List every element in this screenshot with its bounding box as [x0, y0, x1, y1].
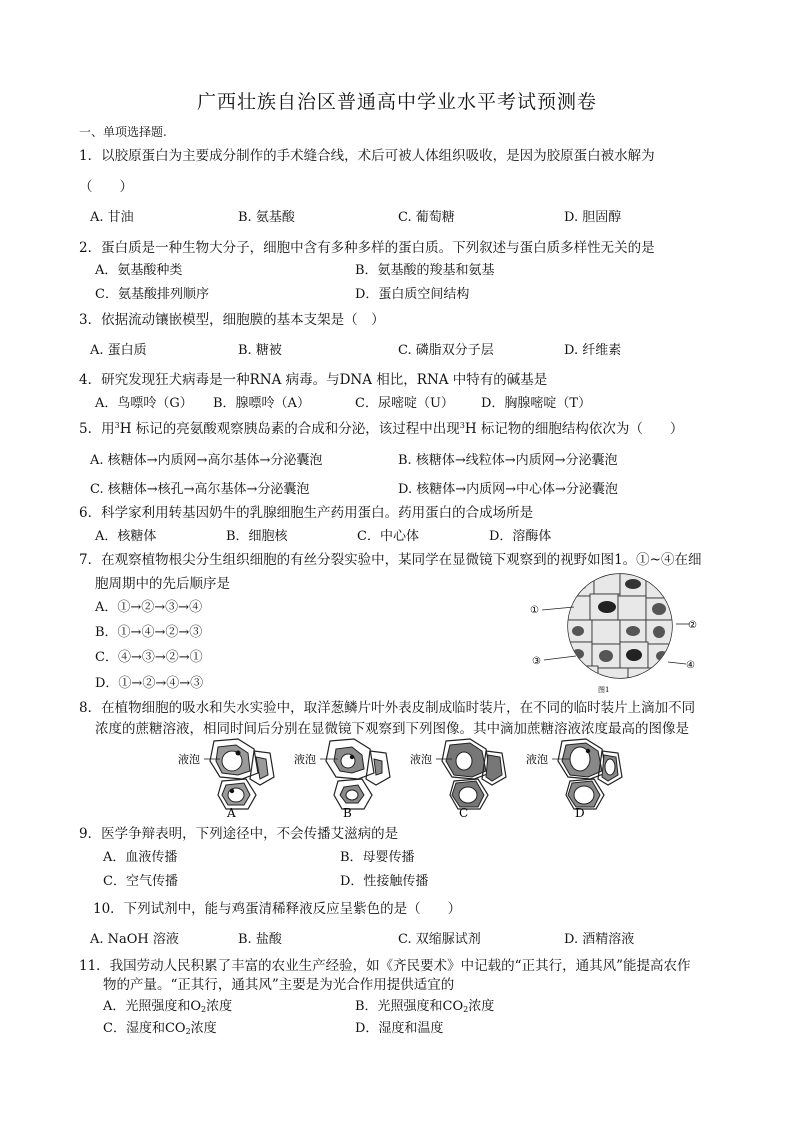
q10-option-b: B. 盐酸 — [238, 932, 282, 947]
fig1-label-4: ④ — [686, 660, 695, 671]
q7-stem: 7．在观察植物根尖分生组织细胞的有丝分裂实验中，某同学在显微镜下观察到的视野如图1。①~④在细 — [79, 552, 702, 568]
plasmolysis-figure-c — [410, 739, 506, 819]
q10-option-c: C. 双缩脲试剂 — [398, 932, 481, 947]
exam-title: 广西壮族自治区普通高中学业水平考试预测卷 — [196, 91, 597, 113]
q6-stem: 6．科学家利用转基因奶牛的乳腺细胞生产药用蛋白。药用蛋白的合成场所是 — [79, 505, 534, 521]
q6-option-d: D．溶酶体 — [489, 529, 552, 544]
fig-option-c: C — [459, 806, 469, 819]
q7-option-c: C．④→③→②→① — [95, 650, 203, 665]
fig1-label-1: ① — [530, 605, 539, 616]
q4-option-c: C．尿嘧啶（U） — [355, 396, 454, 411]
q7-option-a: A．①→②→③→④ — [95, 600, 203, 615]
q2-option-c: C．氨基酸排列顺序 — [95, 287, 209, 302]
q2-stem: 2．蛋白质是一种生物大分子，细胞中含有多种多样的蛋白质。下列叙述与蛋白质多样性无关的是 — [79, 240, 655, 256]
figure-1-microscope-view — [528, 572, 700, 696]
q5-option-d: D. 核糖体→内质网→中心体→分泌囊泡 — [398, 482, 618, 497]
q2-option-a: A．氨基酸种类 — [95, 263, 183, 278]
q4-stem: 4．研究发现狂犬病毒是一种RNA 病毒。与DNA 相比，RNA 中特有的碱基是 — [79, 372, 548, 388]
section-heading: 一、单项选择题. — [79, 125, 167, 139]
q11-option-c: C．湿度和$CO_2$浓度 — [103, 1021, 217, 1036]
fig1-caption: 图1 — [598, 686, 610, 694]
q1-option-b: B. 氨基酸 — [238, 210, 295, 225]
q2-option-d: D．蛋白质空间结构 — [355, 287, 470, 302]
plasmolysis-figure-a — [178, 739, 274, 819]
q3-stem: 3．依据流动镶嵌模型，细胞膜的基本支架是（ ） — [79, 312, 385, 328]
q1-paren: （ ） — [79, 179, 133, 195]
vacuole-label-d: 液泡 — [526, 753, 548, 766]
q9-option-d: D．性接触传播 — [340, 874, 429, 889]
q3-option-d: D. 纤维素 — [564, 343, 622, 358]
q7-stem-cont: 胞周期中的先后顺序是 — [95, 576, 230, 592]
q10-stem: 10．下列试剂中，能与鸡蛋清稀释液反应呈紫色的是（ ） — [93, 901, 462, 917]
q9-option-c: C．空气传播 — [103, 874, 178, 889]
figure-plasmolysis — [170, 737, 630, 819]
q5-option-a: A. 核糖体→内质网→高尔基体→分泌囊泡 — [90, 453, 323, 468]
q10-option-d: D. 酒精溶液 — [564, 932, 635, 947]
vacuole-label-b: 液泡 — [294, 753, 316, 766]
q11-option-a: A．光照强度和$O_2$浓度 — [103, 999, 233, 1014]
q6-option-a: A．核糖体 — [95, 529, 157, 544]
q6-option-c: C．中心体 — [357, 529, 419, 544]
q1-option-c: C. 葡萄糖 — [398, 210, 455, 225]
q3-option-a: A. 蛋白质 — [90, 343, 147, 358]
q5-option-b: B. 核糖体→线粒体→内质网→分泌囊泡 — [398, 453, 618, 468]
q9-stem: 9．医学争辩表明，下列途径中，不会传播艾滋病的是 — [79, 826, 399, 842]
q10-option-a: A. NaOH 溶液 — [90, 932, 179, 947]
q11-option-b: B．光照强度和$CO_2$浓度 — [355, 999, 495, 1014]
q11-stem: 11．我国劳动人民积累了丰富的农业生产经验，如《齐民要术》中记载的“正其行，通其风”能提高农作 — [79, 958, 691, 974]
q3-option-c: C. 磷脂双分子层 — [398, 343, 494, 358]
q11-option-d: D．湿度和温度 — [355, 1021, 444, 1036]
q7-option-b: B．①→④→②→③ — [95, 625, 203, 640]
q5-stem: 5．用$^3$H 标记的亮氨酸观察胰岛素的合成和分泌，该过程中出现$^3$H 标记物的细胞结构依次为（ ） — [79, 421, 684, 437]
vacuole-label-a: 液泡 — [178, 753, 200, 766]
q4-option-b: B．腺嘌呤（A） — [213, 396, 310, 411]
q4-option-d: D．胸腺嘧啶（T） — [481, 396, 592, 411]
fig-option-a: A — [227, 806, 236, 819]
q1-option-a: A. 甘油 — [90, 210, 134, 225]
plasmolysis-figure-b — [294, 739, 390, 819]
fig-option-d: D — [575, 806, 585, 819]
vacuole-label-c: 液泡 — [410, 753, 432, 766]
fig1-label-3: ③ — [532, 656, 541, 667]
q9-option-b: B．母婴传播 — [340, 850, 415, 865]
fig1-label-2: ② — [688, 620, 697, 631]
plasmolysis-figure-d — [526, 739, 622, 819]
q1-option-d: D. 胆固醇 — [564, 210, 622, 225]
q5-option-c: C. 核糖体→核孔→高尔基体→分泌囊泡 — [90, 482, 310, 497]
q8-stem-cont: 浓度的蔗糖溶液，相同时间后分别在显微镜下观察到下列图像。其中滴加蔗糖溶液浓度最高的图像是 — [95, 721, 689, 737]
q6-option-b: B．细胞核 — [226, 529, 288, 544]
q7-option-d: D．①→②→④→③ — [95, 676, 204, 691]
q8-stem: 8．在植物细胞的吸水和失水实验中，取洋葱鳞片叶外表皮制成临时装片，在不同的临时装片上滴加不同 — [79, 700, 696, 716]
q3-option-b: B. 糖被 — [238, 343, 282, 358]
q4-option-a: A．鸟嘌呤（G） — [95, 396, 193, 411]
fig-option-b: B — [343, 806, 352, 819]
q11-stem-cont: 物的产量。“正其行，通其风”主要是为光合作用提供适宜的 — [103, 977, 455, 993]
q2-option-b: B．氨基酸的羧基和氨基 — [355, 263, 495, 278]
q9-option-a: A．血液传播 — [103, 850, 178, 865]
q1-stem: 1．以胶原蛋白为主要成分制作的手术缝合线，术后可被人体组织吸收，是因为胶原蛋白被水解为 — [79, 148, 655, 164]
